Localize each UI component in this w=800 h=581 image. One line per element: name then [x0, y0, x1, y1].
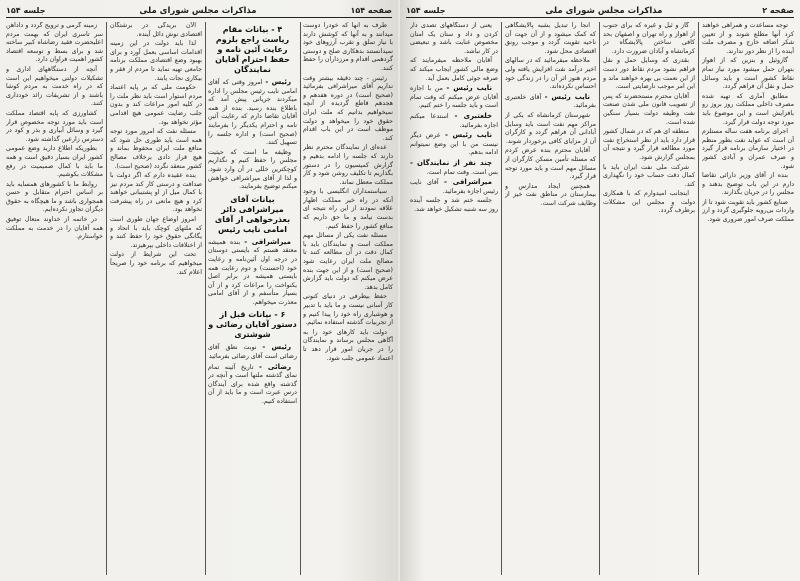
- session-number: جلسه ۱۵۴: [406, 6, 446, 15]
- paragraph: [505, 112, 596, 146]
- column-divider: [300, 22, 301, 575]
- paragraph: [303, 232, 393, 292]
- paragraph-text: بنده از آقای وزیر دارائی تقاضا دارم در این باب توضیح بدهند و مجلس را در جریان بگذارند.: [702, 172, 794, 197]
- paragraph: [603, 93, 695, 127]
- article-column: [702, 22, 794, 577]
- page-number: صفحه ۲: [762, 6, 794, 15]
- paragraph: [110, 216, 202, 250]
- paragraph: [208, 238, 297, 308]
- paragraph: [110, 128, 202, 171]
- speaker-name: نایب رئیس -: [444, 131, 492, 140]
- paragraph-text: بنده عقیده دارم که اگر دولت با صداقت و درستی کار کند مردم نیز با کمال میل از او پشتیبانی خواهند کرد و هیچ مانعی در راه پیشرفت نخواهد بود.: [110, 172, 202, 214]
- article-column: [208, 22, 297, 577]
- paragraph: [6, 145, 103, 179]
- paragraph-text: گازوئیل و بنزین که از اهواز بتهران حمل میشود مورد نیاز تمام نقاط کشور است و باید وسائل حمل و نقل آن فراهم گردد.: [702, 57, 794, 91]
- paragraph-text: بیانات آقای میراشرافی دائر بعذرخواهی از آقای امامی نایب رئیس: [214, 194, 291, 234]
- paragraph-text: مسئله نفت یکی از مسائل مهم مملکت است و نمایندگان باید با کمال دقت در آن مطالعه کنند تا مصالح ملت ایران رعایت شود (صحیح است) و از این جهت بنده عرض میکنم که دولت باید گزارش کامل بدهد.: [303, 232, 393, 291]
- paragraph-text: حفظ بیطرفی در دنیای کنونی کار آسانی نیست و ما باید با تدبیر و هوشیاری راه خود را پیدا کنیم و از تجربیات گذشته استفاده نمائیم.: [303, 293, 393, 327]
- paragraph-text: بس است. وقت تمام است.: [426, 168, 498, 176]
- paragraph-text: تحت این شرایط از دولت میخواهیم که برنامه خود را صریحاً اعلام کند.: [110, 251, 202, 276]
- article-column: [410, 22, 498, 577]
- paragraph: [702, 22, 794, 56]
- paragraph-text: اینجانب امیدوارم که با همکاری دولت و مجلس این مشکلات برطرف گردد.: [603, 190, 695, 215]
- paragraph-text: همچنین ایجاد مدارس و بیمارستان در مناطق نفت خیز از وظایف شرکت است.: [505, 182, 596, 207]
- paragraph-text: سیاستمداران انگلیسی با وجود آنکه در راه خیر مملکت اظهار علاقه نمودند از این راه نتیجه ای بدست نیامد و ما حق داریم که منافع کشور را حفظ کنیم.: [303, 188, 393, 230]
- paragraph: [603, 128, 695, 162]
- paragraph-text: ۴ - بیانات مقام ریاست راجع بلزوم رعایت آئین نامه و حفظ احترام آقایان نمایندگان: [215, 25, 290, 74]
- article-column: [603, 22, 695, 577]
- paragraph: [208, 343, 297, 361]
- paragraph: [702, 199, 794, 225]
- paragraph: [410, 22, 498, 56]
- speaker-name: رئیس -: [262, 343, 291, 352]
- paragraph-text: الآن بریدگی در برشتگان اقتصادی نوش دائل آینده.: [110, 22, 202, 38]
- paragraph: [6, 22, 103, 65]
- article-column: [505, 22, 596, 577]
- speaker-name: خلعتبری -: [454, 111, 492, 120]
- paragraph: [303, 329, 393, 363]
- paragraph: [208, 78, 297, 148]
- paragraph-text: استدعا میکنم اجازه بفرمائید.: [410, 112, 498, 129]
- article-column: [303, 22, 393, 577]
- paragraph: [702, 128, 794, 171]
- left-page: [0, 0, 398, 581]
- paragraph: [410, 131, 498, 158]
- paragraph-text: عده‌ای از نمایندگان محترم نظر دارند که جلسه را ادامه بدهیم و گزارش کمیسیون را در دستور بگذاریم تا تکلیف روشن شود و کار مملکت معطل نماند.: [303, 144, 393, 186]
- paragraph: [208, 149, 297, 192]
- paragraph-text: آقایان محترم مستحضرند که پس از تصویب قانون ملی شدن صنعت نفت وظیفه دولت بسیار سنگین شده است.: [603, 92, 695, 126]
- speaker-name: نایب رئیس -: [544, 92, 590, 101]
- right-page: [400, 0, 800, 581]
- paragraph: [110, 172, 202, 215]
- paragraph-text: صنایع کشور باید تقویت شود تا از واردات بی‌رویه جلوگیری گردد و ارز مملکت صرف امور ضروری شود.: [702, 198, 794, 224]
- paragraph-text: بنده همیشه معتقد هستم که بایستی دوستان در درجه اول آئین‌نامه و رعایت خود (احسنت) و دوم رعایت همه بایستی همیشه در برابر اصل یکنواخت را مراعات کرد و از آن بسیار متأسفم و از آقای امامی معذرت میخواهم.: [208, 238, 297, 306]
- paragraph: [110, 40, 202, 83]
- paragraph-text: طرف به آنها که خودرا دوست میدانند و به آنها که کوشش دارند با نیاز تملق و تقرب آرزوهای خود نمیدانستند بدهکاری صلح و دوستی گردهمی اقدام و مرزداران را حفظ کنند.: [303, 22, 393, 72]
- paragraph: [505, 183, 596, 209]
- paragraph: [410, 178, 498, 196]
- paragraph: [6, 181, 103, 215]
- paragraph: [410, 197, 498, 214]
- column-divider: [501, 22, 502, 575]
- paragraph-text: امروز اوضاع جهان طوری است که ملتهای کوچک باید با اتحاد و یگانگی حقوق خود را حفظ کنند و از اختلافات داخلی بپرهیزند.: [110, 216, 202, 249]
- paragraph-text: لذا باید دولت در این زمینه اقدامات اساسی بعمل آورد و برای بهبود وضع اقتصادی مملکت برنامه جامعی تهیه نماید تا مردم از فقر و بیکاری نجات یابند.: [110, 40, 202, 82]
- speaker-name: میراشرافی -: [244, 237, 291, 246]
- page-number: صفحه ۱۵۴: [350, 6, 392, 15]
- paragraph: [603, 164, 695, 190]
- article-column: [6, 22, 103, 577]
- paragraph-text: شرکت ملی نفت ایران باید با کمال دقت حساب خود را نگهداری کند.: [603, 163, 695, 188]
- paragraph-text: بقدری که وسایل حمل و نقل فراهم نشود مردم نقاط دور دست از این نعمت بی بهره خواهند ماند و این امر موجب نارضایتی است.: [603, 57, 695, 91]
- column-divider: [698, 22, 699, 575]
- paragraph: [603, 57, 695, 91]
- article-column: [110, 22, 202, 577]
- paragraph-text: امروز وقتی که آقای امامی نایب رئیس مجلس را اداره میکردند جریانی پیش آمد که باطلاع بنده رسید. بنده از همه آقایان تقاضا دارم که رعایت آئین نامه و احترام یکدیگر را بفرمایند (صحیح است) و اداره جلسه را تسهیل کنند.: [208, 79, 297, 147]
- paragraph: [110, 22, 202, 39]
- speaker-name: نایب رئیس -: [446, 84, 492, 93]
- section-heading: [208, 25, 297, 75]
- paragraph-text: بطوریکه اطلاع دارید وضع عمومی کشور ایران بسیار دقیق است و همه ما باید با کمال صمیمیت در رفع مشکلات بکوشیم.: [6, 145, 103, 179]
- paragraph-text: در خاتمه از خداوند متعال توفیق همه آقایان را در خدمت به مملکت خواستارم.: [6, 216, 103, 241]
- paragraph: [6, 110, 103, 144]
- session-number: جلسه ۱۵۴: [6, 6, 46, 15]
- paragraph: [505, 147, 596, 181]
- paragraph-text: روابط ما با کشورهای همسایه باید بر اساس احترام متقابل و حسن همجواری باشد و ما هیچگاه به حقوق دیگران تجاوز نکرده‌ایم.: [6, 180, 103, 214]
- page-title: مذاکرات مجلس شورای ملی: [545, 5, 663, 16]
- page-title: مذاکرات مجلس شورای ملی: [139, 5, 257, 16]
- column-divider: [205, 22, 206, 575]
- paragraph: [410, 84, 498, 111]
- paragraph: [603, 22, 695, 56]
- paragraph-text: تاریخ آئینه تمام نمای گذشته ملتها است و آنچه در گذشته واقع شده برای آیندگان درس عبرت است و ما باید از آن استفاده کنیم.: [208, 363, 297, 406]
- paragraph-text: مسئله نفت که امروز مورد توجه همه است باید طوری حل شود که منافع ملت ایران محفوظ بماند و هیچ قرار دادی برخلاف مصالح کشور منعقد نگردد (صحیح است).: [110, 128, 202, 170]
- paragraph-text: منطقه ای هم که در شمال کشور قرار دارد باید از نظر استخراج نفت مورد مطالعه قرار گیرد و نتیجه آن بمجلس گزارش شود.: [603, 128, 695, 161]
- paragraph-text: دولت باید کارهای خود را به آگاهی مجلس برساند و نمایندگان را در جریان امور قرار دهد تا اعتماد عمومی جلب شود.: [303, 328, 393, 362]
- paragraph-text: گاز و ئیل و غیره که برای جنوب از اهواز و راه تهران و اصفهان بحد کافی ساختن پالایشگاه در کرمانشاه و آبادان ضرورت دارد.: [603, 22, 695, 55]
- paragraph-text: مطابق آماری که تهیه شده مصرف داخلی مملکت روز بروز رو بافزایش است و این موضوع باید مورد توجه دولت قرار گیرد.: [702, 92, 794, 126]
- paragraph-text: آنچه از دستگاههای اداری و تشکیلات دولتی میخواهیم این است که در راه خدمت به مردم کوشا باشند و از تشریفات زائد خودداری کنند.: [6, 65, 103, 108]
- paragraph-text: زمینه گرمی و ترویج گردد و دادآهن سر تاسری ایران که بهمت مردم اعلیحضرت فقید رضاشاه کبیر ساخته شد و برای بسط و توسعه اقتصاد کشور اهمیت فراوان دارد.: [6, 22, 103, 64]
- paragraph: [603, 190, 695, 216]
- paragraph: [505, 57, 596, 91]
- paragraph: [303, 293, 393, 327]
- paragraph: [505, 22, 596, 56]
- section-heading: [208, 310, 297, 340]
- paragraph-text: شهرستان کرمانشاه که یکی از مراکز مهم نفت است باید وسایل آبادانی آن فراهم گردد و کارگران آن از مزایای کافی برخوردار شوند.: [505, 111, 596, 145]
- paragraph: [702, 57, 794, 91]
- speaker-name: میراشرافی -: [444, 178, 492, 187]
- paragraph: [410, 57, 498, 83]
- paragraph: [303, 22, 393, 74]
- paragraph-text: آقای خلعتبری بفرمائید.: [505, 93, 596, 110]
- column-divider: [106, 22, 107, 575]
- speaker-name: رضائی -: [259, 362, 291, 371]
- paragraph: [303, 144, 393, 187]
- paragraph: [505, 93, 596, 111]
- paragraph: [702, 172, 794, 198]
- paragraph-text: آقایان محترم بنده عرض کردم که مسئله تأمین مسکن کارگران از مسائل مهم است و باید مورد توجه قرار گیرد.: [505, 147, 596, 181]
- paragraph: [6, 216, 103, 242]
- paragraph-text: حکومت ملی که بر پایه اعتماد مردم استوار است باید نظر ملت را در کلیه امور مراعات کند و بدون جلب رضایت عمومی هیچ اقدامی مؤثر نخواهد بود.: [110, 84, 202, 126]
- paragraph-text: ملاحظه میفرمائید که در سالهای اخیر درآمد نفت افزایش یافته ولی مردم هنوز اثر آن را در زندگی خود احساس نکرده‌اند.: [505, 57, 596, 91]
- paragraph-text: ۶ - بیانات قبل از دستور آقایان رضائی و شوشتری: [208, 310, 297, 340]
- paragraph-text: جلسه ختم شد و جلسه آینده روز سه شنبه تشکیل خواهد شد.: [410, 197, 498, 213]
- paragraph: [410, 112, 498, 130]
- column-divider: [599, 22, 600, 575]
- section-heading: [208, 195, 297, 235]
- paragraph-text: یعنی از دستگاههای تصدی دار کردن و داد و ستان یک امتان مخصوص عنایت باشد و تبعیضی در کار نباشد.: [410, 22, 498, 55]
- paragraph-text: آقایان ملاحظه میفرمایند که وضع مالی کشور ایجاب میکند که صرفه جوئی کامل بعمل آید.: [410, 57, 498, 82]
- paragraph-text: عرض دیگر نیست من با این وضع نمیتوانم ادامه بدهم.: [410, 132, 498, 157]
- paragraph: [410, 159, 498, 177]
- left-page-header: [6, 4, 392, 18]
- paragraph-text: آقای نایب رئیس اجازه بفرمائید.: [410, 179, 498, 195]
- paragraph-text: توجه مساعدت و همراهی خواهند کرد آنها مطلع شوند و از تعیین شکر اضافه خارج و مصرف ملت آینده را از نظر دور ندارند.: [702, 22, 794, 55]
- paragraph: [110, 84, 202, 127]
- paragraph: [303, 188, 393, 231]
- paragraph: [110, 251, 202, 277]
- speaker-name: رئیس -: [265, 78, 291, 86]
- paragraph-text: من با اجازه آقایان عرض میکنم که وقت تمام است و باید جلسه را ختم کنیم.: [410, 85, 498, 110]
- paragraph-text: نوبت نطق آقای رضائی است آقای رضائی بفرمائید: [208, 344, 297, 361]
- paragraph: [303, 75, 393, 144]
- paragraph-text: آنجا را تبدیل بشبه پالایشگاهی که کمک میشود و از آن جهت آن ناحیه تقویت گردد و موجب رونق اقتصادی محل شود.: [505, 22, 596, 55]
- paragraph: [702, 93, 794, 127]
- paragraph-text: وظیفه ما است که حیثیت مجلس را حفظ کنیم و نگذاریم کوچکترین خللی در آن وارد شود. و لذا از آقای میراشرافی خواهش میکنم توضیح بفرمایند.: [208, 148, 297, 191]
- paragraph: [6, 66, 103, 109]
- paragraph-text: اجرای برنامه هفت ساله مستلزم آن است که عواید نفت بطور منظم در اختیار سازمان برنامه قرار گیرد و صرف عمران و آبادی کشور شود.: [702, 128, 794, 170]
- paragraph: [208, 363, 297, 407]
- right-page-header: [406, 4, 794, 18]
- paragraph-text: کشاورزی که پایه اقتصاد مملکت است باید مورد توجه مخصوص قرار گیرد و وسائل آبیاری و بذر و کود در دسترس زارعین گذاشته شود.: [6, 109, 103, 143]
- speaker-name: چند نفر از نمایندگان -: [410, 158, 492, 167]
- paragraph-text: رئیس - چند دقیقه بیشتر وقت نداریم آقای میراشرافی بفرمائید (صحیح است) در دوره هفدهم و هجدهم قاطع گردیده از آنچه نمیخواهیم بدانیم که ملت ایران حقوق خود را میخواهد و دولت موظف است در این باب اقدام کند.: [303, 74, 393, 142]
